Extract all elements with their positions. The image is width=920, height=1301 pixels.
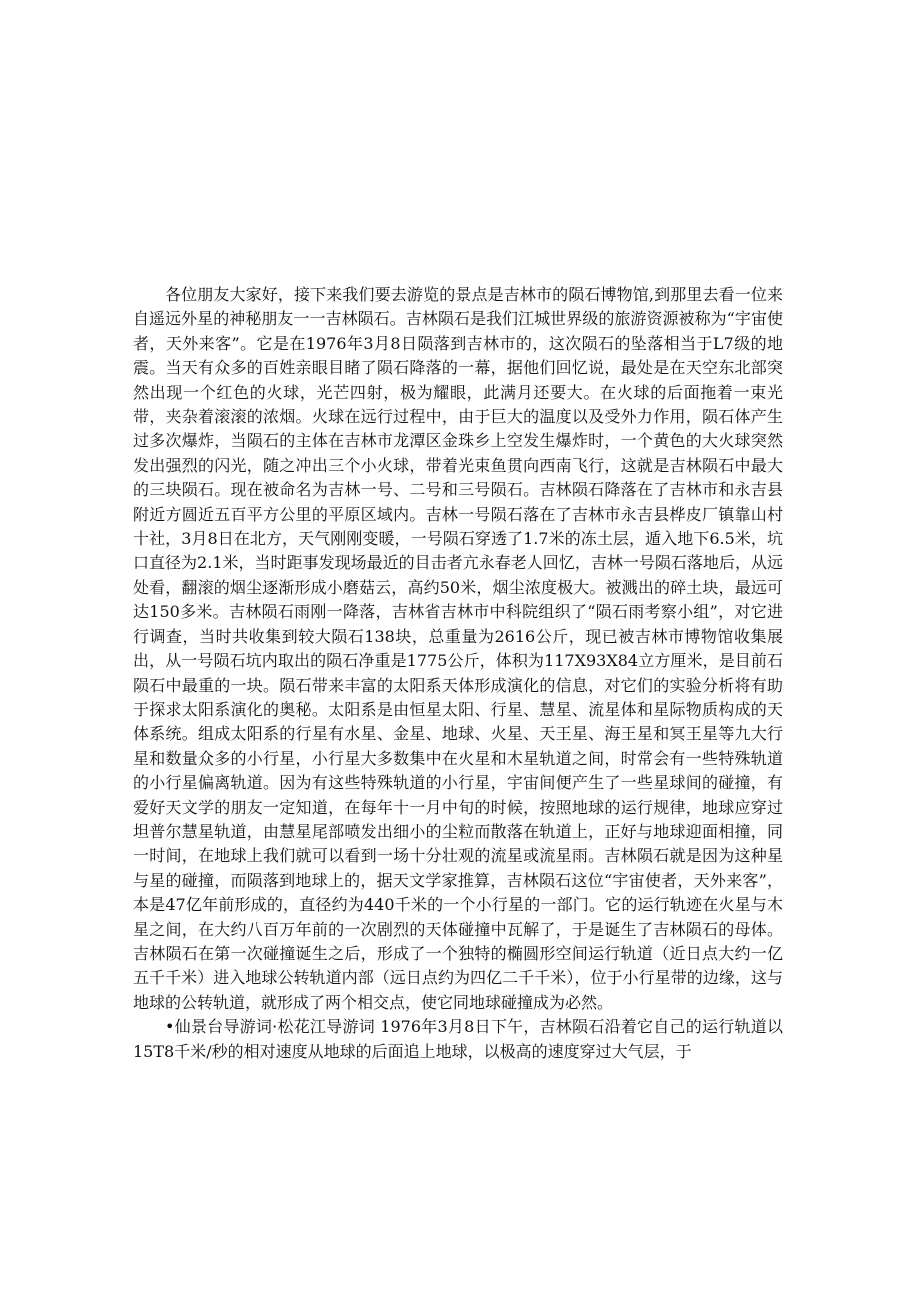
paragraph-meteorite-intro: 各位朋友大家好，接下来我们要去游览的景点是吉林市的陨石博物馆,到那里去看一位来自遥远外星的神秘朋友一一吉林陨石。吉林陨石是我们江城世界级的旅游资源被称为“宇宙使者，天外来客”。它是在1976年3月8日陨落到吉林市的，这次陨石的坠落相当于L7级的地震。当天有众多的百姓亲眼目睹了陨石降落的一幕，据他们回忆说，最处是在天空东北部突然出现一个红色的火球，光芒四射，极为耀眼，此满月还要大。在火球的后面拖着一束光带，夹杂着滚滚的浓烟。火球在远行过程中，由于巨大的温度以及受外力作用，陨石体产生过多次爆炸，当陨石的主体在吉林市龙潭区金珠乡上空发生爆炸时，一个黄色的大火球突然发出强烈的闪光，随之冲出三个小火球，带着光束鱼贯向西南飞行，这就是吉林陨石中最大的三块陨石。现在被命名为吉林一号、二号和三号陨石。吉林陨石降落在了吉林市和永吉县附近方圆近五百平方公里的平原区域内。吉林一号陨石落在了吉林市永吉县桦皮厂镇靠山村十社，3月8日在北方，天气刚刚变暖，一号陨石穿透了1.7米的冻土层，遁入地下6.5米，坑口直径为2.1米，当时距事发现场最近的目击者亢永春老人回忆，吉林一号陨石落地后，从远处看，翻滚的烟尘逐渐形成小磨菇云，高约50米，烟尘浓度极大。被溅出的碎土块，最远可达150多米。吉林陨石雨刚一降落，吉林省吉林市中科院组织了“陨石雨考察小组”，对它进行调查，当时共收集到较大陨石138块，总重量为2616公斤，现已被吉林市博物馆收集展出，从一号陨石坑内取出的陨石净重是1775公斤，体积为117X93X84立方厘米，是目前石陨石中最重的一块。陨石带来丰富的太阳系天体形成演化的信息，对它们的实验分析将有助于探求太阳系演化的奥秘。太阳系是由恒星太阳、行星、慧星、流星体和星际物质构成的天体系统。组成太阳系的行星有水星、金星、地球、火星、天王星、海王星和冥王星等九大行星和数量众多的小行星，小行星大多数集中在火星和木星轨道之间，时常会有一些特殊轨道的小行星偏离轨道。因为有这些特殊轨道的小行星，宇宙间便产生了一些星球间的碰撞，有爱好天文学的朋友一定知道，在每年十一月中旬的时候，按照地球的运行规律，地球应穿过坦普尔慧星轨道，由慧星尾部喷发出细小的尘粒而散落在轨道上，正好与地球迎面相撞，同一时间，在地球上我们就可以看到一场十分壮观的流星或流星雨。吉林陨石就是因为这种星与星的碰撞，而陨落到地球上的，据天文学家推算，吉林陨石这位“宇宙使者，天外来客”，本是47亿年前形成的，直径约为440千米的一个小行星的一部门。它的运行轨迹在火星与木星之间，在大约八百万年前的一次剧烈的天体碰撞中瓦解了，于是诞生了吉林陨石的母体。吉林陨石在第一次碰撞诞生之后，形成了一个独特的椭圆形空间运行轨道（近日点大约一亿五千千米）进入地球公转轨道内部（远日点约为四亿二千千米），位于小行星带的边缘，这与地球的公转轨道，就形成了两个相交点，使它同地球碰撞成为必然。	[133, 285, 783, 1012]
paragraph-tour-continuation: •仙景台导游词·松花江导游词 1976年3月8日下午，吉林陨石沿着它自己的运行轨道以15T8千米/秒的相对速度从地球的后面追上地球，以极高的速度穿过大气层，于	[133, 1017, 783, 1061]
document-body	[133, 283, 783, 1064]
